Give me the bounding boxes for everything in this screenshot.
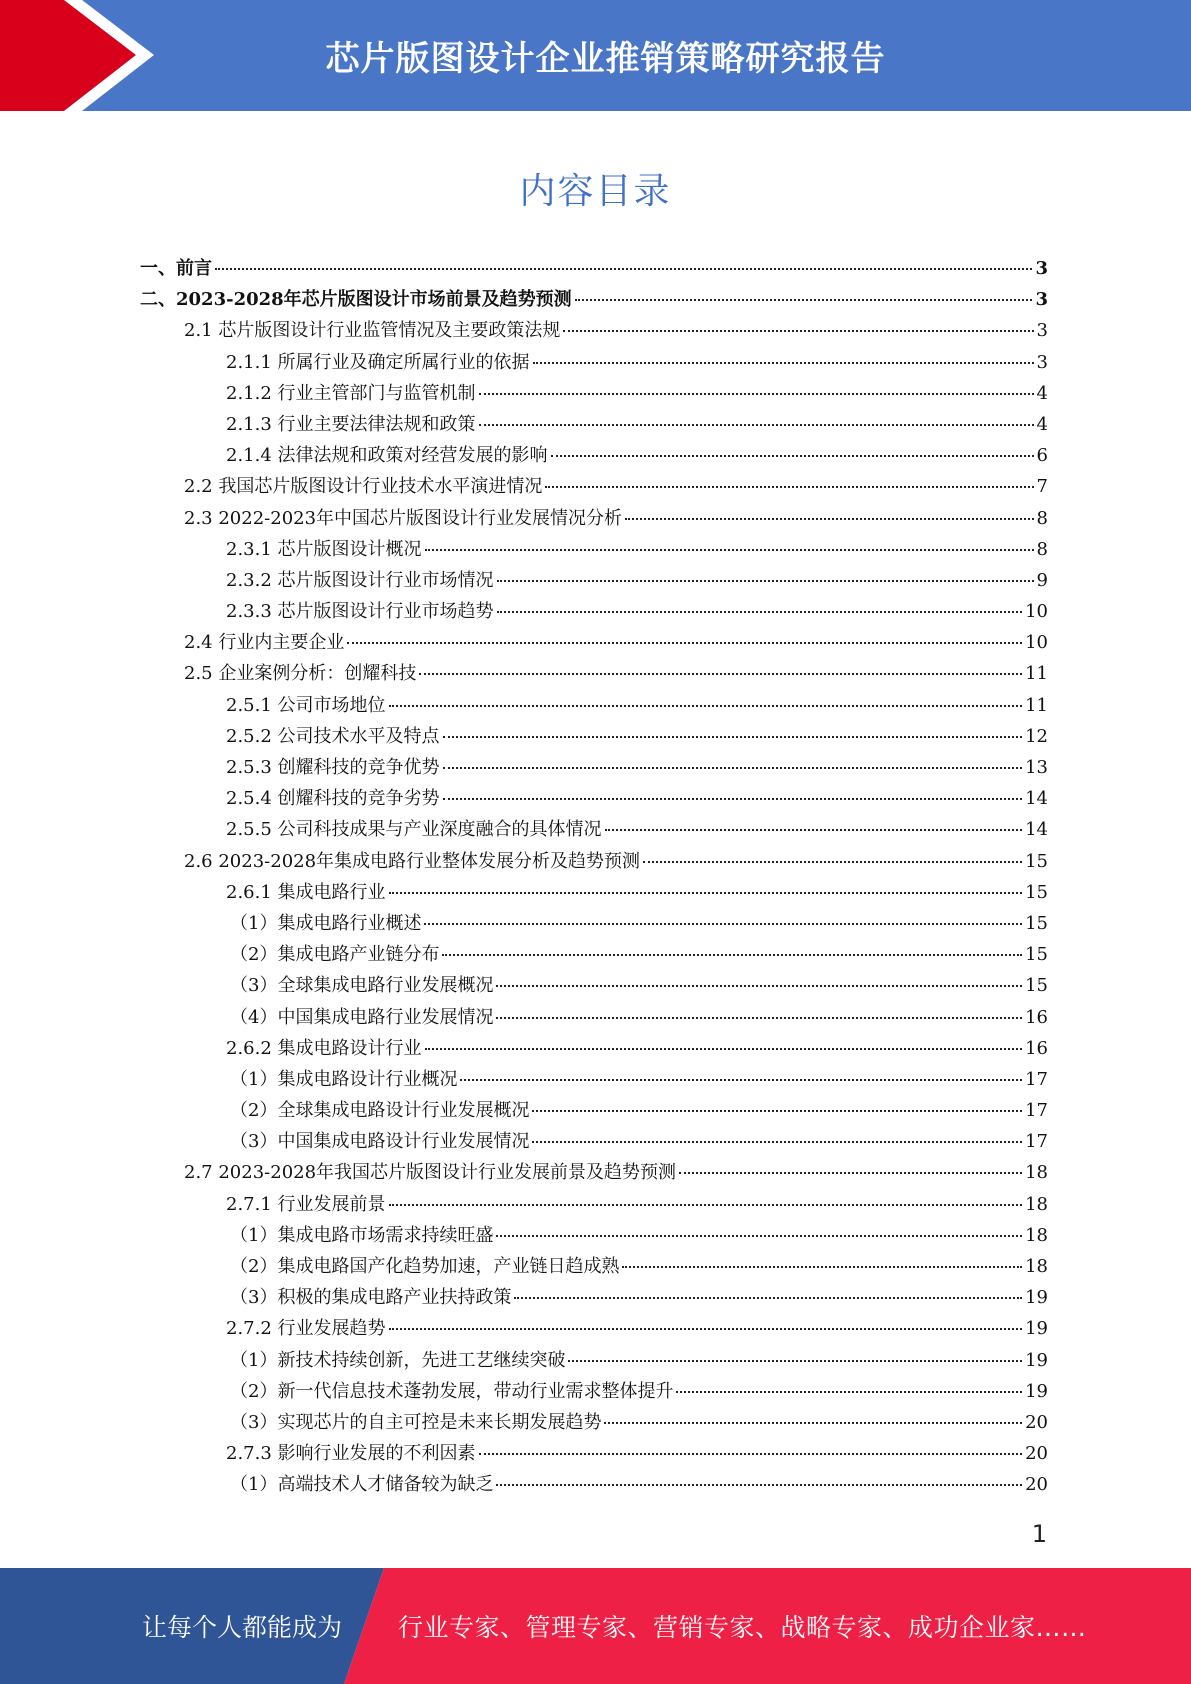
- toc-entry-page: 19: [1025, 1380, 1048, 1402]
- toc-entry[interactable]: [140, 1377, 1048, 1408]
- toc-dot-leader: [568, 1360, 1022, 1362]
- toc-entry[interactable]: [140, 1190, 1048, 1221]
- toc-entry-label: （2）集成电路国产化趋势加速，产业链日趋成熟: [230, 1256, 620, 1277]
- toc-dot-leader: [425, 549, 1034, 551]
- toc-entry-page: 9: [1036, 569, 1048, 591]
- toc-entry-page: 16: [1025, 1037, 1048, 1059]
- toc-entry[interactable]: [140, 597, 1048, 628]
- toc-dot-leader: [643, 861, 1022, 863]
- toc-entry-label: （1）高端技术人才储备较为缺乏: [230, 1474, 494, 1496]
- toc-dot-leader: [533, 362, 1034, 364]
- toc-entry-label: 2.1.2 行业主管部门与监管机制: [226, 382, 476, 404]
- toc-entry[interactable]: [140, 1127, 1048, 1158]
- toc-entry-page: 12: [1025, 725, 1048, 747]
- toc-entry[interactable]: [140, 1252, 1048, 1283]
- toc-entry[interactable]: [140, 659, 1048, 690]
- toc-entry[interactable]: [140, 1408, 1048, 1439]
- toc-entry[interactable]: [140, 285, 1048, 316]
- toc-entry-page: 17: [1025, 1100, 1048, 1122]
- toc-entry[interactable]: [140, 1065, 1048, 1096]
- toc-entry-page: 8: [1036, 507, 1048, 529]
- toc-entry-page: 19: [1025, 1349, 1048, 1371]
- toc-entry-page: 11: [1025, 694, 1048, 716]
- toc-entry-label: （1）集成电路设计行业概况: [230, 1068, 458, 1090]
- toc-entry-label: （4）中国集成电路行业发展情况: [230, 1006, 494, 1028]
- toc-entry[interactable]: [140, 348, 1048, 379]
- toc-entry[interactable]: [140, 722, 1048, 753]
- toc-dot-leader: [424, 923, 1022, 925]
- toc-entry-label: 2.3 2022-2023年中国芯片版图设计行业发展情况分析: [184, 507, 623, 529]
- toc-entry-label: 二、2023-2028年芯片版图设计市场前景及趋势预测: [140, 289, 572, 311]
- toc-entry-label: 2.5.3 创耀科技的竞争优势: [226, 757, 440, 778]
- toc-entry-label: 2.3.2 芯片版图设计行业市场情况: [226, 569, 494, 591]
- toc-entry[interactable]: [140, 1003, 1048, 1034]
- toc-entry-page: 20: [1025, 1443, 1048, 1465]
- toc-entry[interactable]: [140, 1346, 1048, 1377]
- toc-dot-leader: [496, 985, 1022, 987]
- toc-entry-label: 2.3.3 芯片版图设计行业市场趋势: [226, 601, 494, 623]
- toc-entry-page: 18: [1025, 1193, 1048, 1215]
- toc-dot-leader: [532, 1110, 1022, 1112]
- toc-entry[interactable]: [140, 847, 1048, 878]
- toc-dot-leader: [425, 1048, 1023, 1050]
- toc-dot-leader: [215, 268, 1032, 270]
- toc-entry-label: 2.6 2023-2028年集成电路行业整体发展分析及趋势预测: [184, 850, 641, 872]
- toc-entry[interactable]: [140, 878, 1048, 909]
- footer-slogan-right: 行业专家、管理专家、营销专家、战略专家、成功企业家……: [398, 1613, 1087, 1642]
- toc-entry-page: 14: [1025, 819, 1048, 841]
- toc-entry[interactable]: [140, 1283, 1048, 1314]
- report-title: 芯片版图设计企业推销策略研究报告: [325, 39, 886, 79]
- toc-entry-label: （2）全球集成电路设计行业发展概况: [230, 1100, 530, 1122]
- toc-dot-leader: [496, 1017, 1022, 1019]
- toc-dot-leader: [419, 673, 1022, 675]
- toc-entry[interactable]: [140, 909, 1048, 940]
- toc-dot-leader: [443, 767, 1023, 769]
- toc-entry-page: 15: [1025, 850, 1048, 872]
- toc-entry[interactable]: [140, 504, 1048, 535]
- toc-entry-label: （3）积极的集成电路产业扶持政策: [230, 1287, 512, 1309]
- footer-banner: [0, 1568, 1191, 1684]
- toc-entry-page: 13: [1025, 757, 1048, 778]
- toc-entry-label: 2.5.2 公司技术水平及特点: [226, 725, 440, 747]
- toc-entry-page: 14: [1025, 788, 1048, 810]
- toc-entry-label: 2.4 行业内主要企业: [184, 632, 345, 654]
- toc-entry[interactable]: [140, 815, 1048, 846]
- toc-entry[interactable]: [140, 1439, 1048, 1470]
- toc-dot-leader: [575, 299, 1033, 301]
- toc-entry-label: 一、前言: [140, 258, 212, 279]
- toc-entry-label: （1）集成电路市场需求持续旺盛: [230, 1224, 494, 1246]
- toc-dot-leader: [622, 1266, 1022, 1268]
- toc-entry-label: 2.5.1 公司市场地位: [226, 694, 386, 716]
- toc-dot-leader: [443, 736, 1023, 738]
- toc-entry-page: 20: [1025, 1474, 1048, 1496]
- toc-entry-label: 2.7 2023-2028年我国芯片版图设计行业发展前景及趋势预测: [184, 1162, 677, 1184]
- toc-entry-label: （3）全球集成电路行业发展概况: [230, 975, 494, 997]
- toc-entry[interactable]: [140, 784, 1048, 815]
- toc-entry-label: 2.7.3 影响行业发展的不利因素: [226, 1443, 476, 1465]
- toc-entry-page: 6: [1036, 445, 1048, 467]
- toc-dot-leader: [497, 611, 1023, 613]
- toc-entry-page: 11: [1025, 663, 1048, 685]
- toc-entry-page: 4: [1036, 382, 1048, 404]
- toc-entry[interactable]: [140, 441, 1048, 472]
- toc-dot-leader: [389, 1204, 1023, 1206]
- toc-dot-leader: [514, 1297, 1022, 1299]
- toc-entry[interactable]: [140, 1096, 1048, 1127]
- toc-entry[interactable]: [140, 566, 1048, 597]
- toc-dot-leader: [545, 486, 1033, 488]
- table-of-contents: [140, 254, 1048, 1502]
- toc-entry[interactable]: [140, 1221, 1048, 1252]
- toc-entry-label: 2.1.3 行业主要法律法规和政策: [226, 413, 476, 435]
- toc-dot-leader: [389, 1328, 1023, 1330]
- toc-dot-leader: [347, 642, 1022, 644]
- toc-entry-page: 15: [1025, 975, 1048, 997]
- toc-heading: 内容目录: [519, 171, 672, 212]
- toc-entry[interactable]: [140, 316, 1048, 347]
- toc-entry-page: 4: [1036, 413, 1048, 435]
- toc-entry-label: （2）集成电路产业链分布: [230, 944, 440, 966]
- toc-dot-leader: [443, 798, 1023, 800]
- toc-entry-page: 7: [1036, 476, 1048, 498]
- toc-dot-leader: [496, 1484, 1022, 1486]
- toc-entry[interactable]: [140, 472, 1048, 503]
- page-number: 1: [1031, 1520, 1047, 1548]
- toc-entry-label: （3）中国集成电路设计行业发展情况: [230, 1131, 530, 1153]
- toc-entry[interactable]: [140, 691, 1048, 722]
- toc-entry-page: 3: [1035, 258, 1048, 279]
- toc-dot-leader: [563, 330, 1033, 332]
- toc-entry[interactable]: [140, 1314, 1048, 1345]
- toc-entry[interactable]: [140, 1034, 1048, 1065]
- toc-dot-leader: [532, 1141, 1022, 1143]
- toc-entry-label: 2.2 我国芯片版图设计行业技术水平演进情况: [184, 476, 543, 498]
- toc-entry-label: 2.5 企业案例分析：创耀科技: [184, 663, 417, 685]
- toc-entry-page: 8: [1036, 538, 1048, 560]
- toc-entry-page: 10: [1025, 632, 1048, 654]
- toc-entry-page: 20: [1025, 1411, 1048, 1433]
- toc-entry[interactable]: [140, 628, 1048, 659]
- toc-entry-label: 2.1 芯片版图设计行业监管情况及主要政策法规: [184, 320, 561, 342]
- toc-dot-leader: [676, 1391, 1022, 1393]
- toc-dot-leader: [479, 424, 1034, 426]
- toc-dot-leader: [479, 393, 1034, 395]
- toc-entry-label: （1）集成电路行业概述: [230, 912, 422, 934]
- toc-entry-page: 17: [1025, 1068, 1048, 1090]
- toc-entry-label: （1）新技术持续创新，先进工艺继续突破: [230, 1349, 566, 1371]
- toc-entry-label: （3）实现芯片的自主可控是未来长期发展趋势: [230, 1411, 602, 1433]
- toc-entry-label: 2.7.2 行业发展趋势: [226, 1318, 386, 1340]
- toc-entry-page: 3: [1035, 289, 1048, 311]
- toc-entry-page: 15: [1025, 912, 1048, 934]
- toc-entry-label: 2.3.1 芯片版图设计概况: [226, 538, 422, 560]
- toc-entry-page: 10: [1025, 601, 1048, 623]
- toc-entry-label: 2.6.1 集成电路行业: [226, 881, 386, 903]
- toc-entry-page: 18: [1025, 1224, 1048, 1246]
- toc-entry-page: 15: [1025, 944, 1048, 966]
- toc-dot-leader: [479, 1453, 1023, 1455]
- toc-dot-leader: [442, 954, 1022, 956]
- toc-entry[interactable]: [140, 1158, 1048, 1189]
- toc-entry[interactable]: [140, 410, 1048, 441]
- toc-dot-leader: [496, 1235, 1022, 1237]
- toc-dot-leader: [679, 1172, 1022, 1174]
- toc-entry-page: 3: [1036, 320, 1048, 342]
- footer-slogan-left: 让每个人都能成为: [142, 1613, 343, 1642]
- toc-entry-page: 18: [1025, 1162, 1048, 1184]
- toc-dot-leader: [604, 1422, 1022, 1424]
- toc-dot-leader: [389, 892, 1023, 894]
- toc-entry-label: 2.7.1 行业发展前景: [226, 1193, 386, 1215]
- toc-dot-leader: [605, 829, 1023, 831]
- toc-entry-label: 2.1.1 所属行业及确定所属行业的依据: [226, 351, 530, 373]
- toc-entry-page: 16: [1025, 1006, 1048, 1028]
- toc-entry-page: 3: [1036, 351, 1048, 373]
- toc-entry[interactable]: [140, 379, 1048, 410]
- toc-entry-label: 2.1.4 法律法规和政策对经营发展的影响: [226, 445, 548, 467]
- toc-entry-page: 17: [1025, 1131, 1048, 1153]
- toc-entry[interactable]: [140, 1470, 1048, 1501]
- toc-entry[interactable]: [140, 254, 1048, 285]
- toc-dot-leader: [625, 518, 1034, 520]
- toc-entry[interactable]: [140, 940, 1048, 971]
- toc-entry-label: 2.5.5 公司科技成果与产业深度融合的具体情况: [226, 819, 602, 841]
- toc-entry-page: 19: [1025, 1318, 1048, 1340]
- toc-entry-label: 2.5.4 创耀科技的竞争劣势: [226, 788, 440, 810]
- toc-dot-leader: [497, 580, 1034, 582]
- toc-entry[interactable]: [140, 971, 1048, 1002]
- toc-entry-label: 2.6.2 集成电路设计行业: [226, 1037, 422, 1059]
- toc-dot-leader: [389, 705, 1023, 707]
- toc-entry-page: 15: [1025, 881, 1048, 903]
- toc-entry[interactable]: [140, 753, 1048, 784]
- header-banner: [0, 0, 1191, 111]
- toc-entry[interactable]: [140, 535, 1048, 566]
- toc-entry-page: 19: [1025, 1287, 1048, 1309]
- toc-entry-label: （2）新一代信息技术蓬勃发展，带动行业需求整体提升: [230, 1380, 674, 1402]
- toc-entry-page: 18: [1025, 1256, 1048, 1277]
- toc-dot-leader: [551, 455, 1034, 457]
- toc-dot-leader: [460, 1079, 1022, 1081]
